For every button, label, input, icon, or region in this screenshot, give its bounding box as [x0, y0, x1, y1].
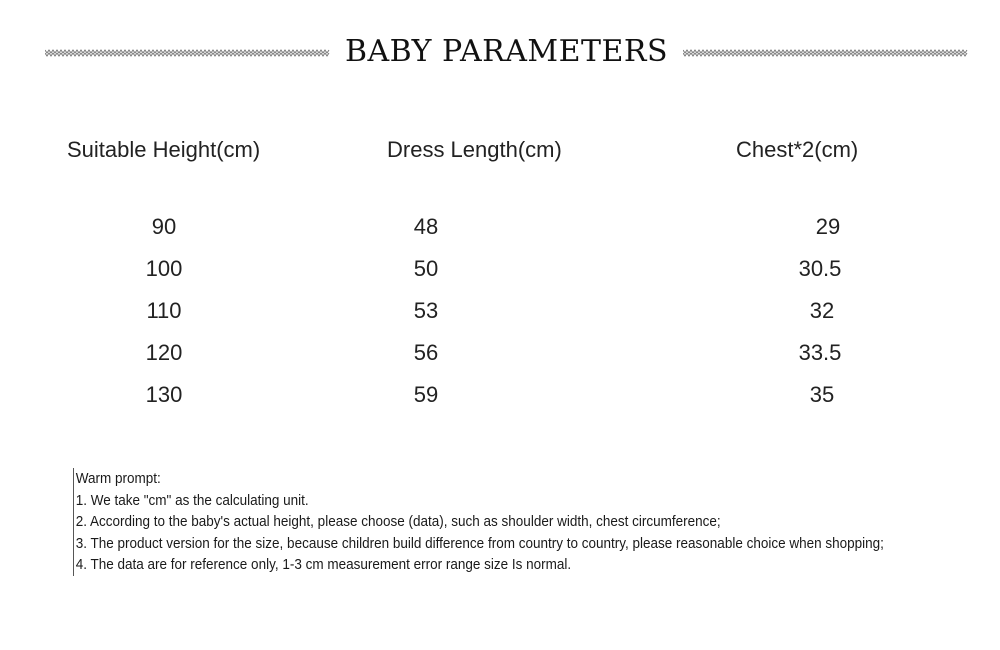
table-cell: 29: [815, 214, 841, 239]
table-cell: 90: [151, 214, 177, 239]
table-cell: 56: [413, 340, 439, 365]
table-cell: 110: [146, 298, 182, 323]
table-cell: 130: [145, 382, 183, 407]
table-cell: 59: [413, 382, 439, 407]
table-cell: 35: [809, 382, 835, 407]
warm-prompt-notes: [73, 468, 886, 576]
table-cell: 100: [145, 256, 183, 281]
table-cell: 30.5: [798, 256, 842, 281]
zigzag-divider-left: [45, 48, 330, 58]
table-cell: 32: [809, 298, 835, 323]
page-title: BABY PARAMETERS: [344, 34, 669, 69]
column-header-chest: Chest*2(cm): [736, 137, 859, 162]
table-cell: 48: [413, 214, 439, 239]
column-header-height: Suitable Height(cm): [67, 137, 261, 162]
note-item: 3. The product version for the size, because children build difference from country to country, please reasonable choice when shopping;: [75, 534, 884, 552]
note-item: 1. We take "cm" as the calculating unit.: [75, 491, 309, 509]
notes-heading: Warm prompt:: [75, 470, 161, 487]
table-cell: 53: [413, 298, 439, 323]
table-cell: 33.5: [798, 340, 842, 365]
table-cell: 120: [145, 340, 183, 365]
zigzag-divider-right: [683, 48, 968, 58]
page-header: [0, 30, 1000, 76]
table-cell: 50: [413, 256, 439, 281]
note-item: 4. The data are for reference only, 1-3 cm measurement error range size Is normal.: [75, 556, 572, 573]
column-header-dress-length: Dress Length(cm): [387, 137, 562, 162]
note-item: 2. According to the baby's actual height, please choose (data), such as shoulder width, chest circumference;: [75, 513, 721, 530]
